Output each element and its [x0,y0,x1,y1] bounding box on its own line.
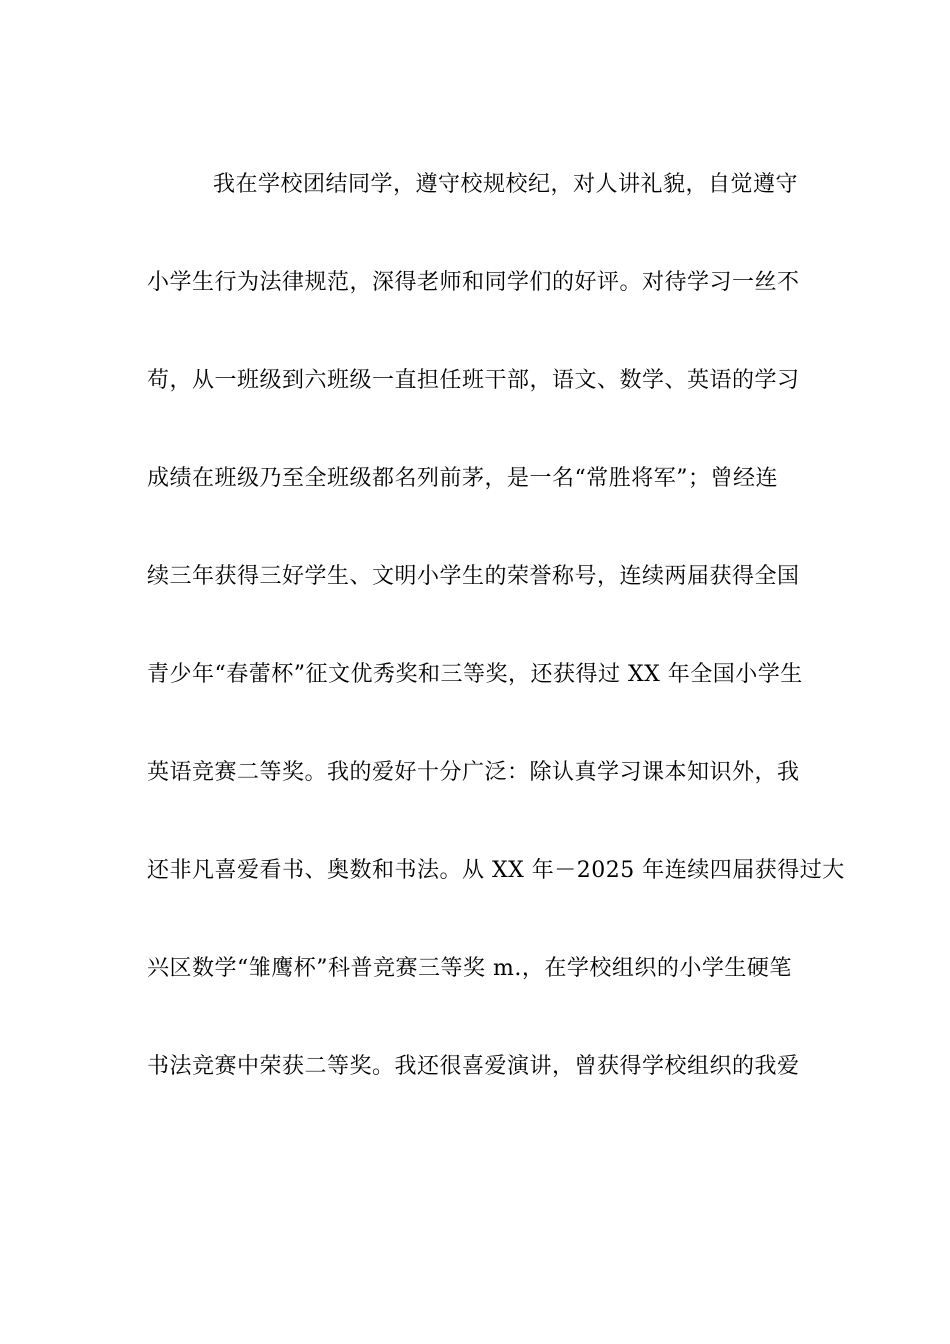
paragraph-line: 还非凡喜爱看书、奥数和书法。从 XX 年－2025 年连续四届获得过大 [147,858,845,883]
paragraph-line: 英语竞赛二等奖。我的爱好十分广泛：除认真学习课本知识外，我 [147,760,800,785]
paragraph-line: 成绩在班级乃至全班级都名列前茅，是一名“常胜将军”；曾经连 [147,466,778,491]
paragraph-line: 青少年“春蕾杯”征文优秀奖和三等奖，还获得过 XX 年全国小学生 [147,662,803,687]
paragraph-line: 书法竞赛中荣获二等奖。我还很喜爱演讲，曾获得学校组织的我爱 [147,1054,800,1079]
paragraph-line: 苟，从一班级到六班级一直担任班干部，语文、数学、英语的学习 [147,368,800,393]
paragraph-line: 兴区数学“雏鹰杯”科普竞赛三等奖 m.，在学校组织的小学生硬笔 [147,956,792,981]
paragraph-line: 小学生行为法律规范，深得老师和同学们的好评。对待学习一丝不 [147,270,800,295]
paragraph-line: 续三年获得三好学生、文明小学生的荣誉称号，连续两届获得全国 [147,564,800,589]
paragraph-line: 我在学校团结同学，遵守校规校纪，对人讲礼貌，自觉遵守 [213,172,799,197]
